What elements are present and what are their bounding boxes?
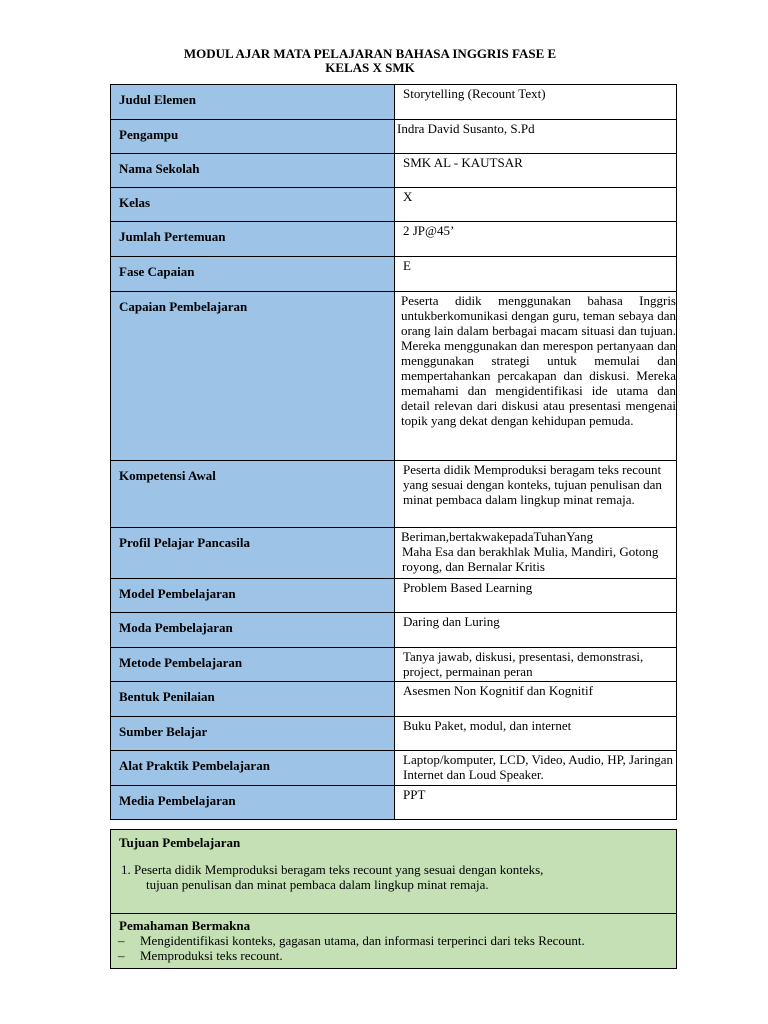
dash-bullet: – (118, 933, 125, 948)
value-model-pembelajaran: Problem Based Learning (395, 579, 677, 613)
row-fase-capaian (111, 257, 677, 292)
label-kompetensi-awal: Kompetensi Awal (111, 461, 395, 528)
label-capaian-pembelajaran: Capaian Pembelajaran (111, 292, 395, 461)
row-model-pembelajaran (111, 579, 677, 613)
tujuan-item-1 (119, 862, 676, 892)
row-nama-sekolah (111, 154, 677, 188)
row-jumlah-pertemuan (111, 222, 677, 257)
tujuan-item-1-line-1: 1. Peserta didik Memproduksi beragam teks recount yang sesuai dengan konteks, (121, 862, 544, 877)
label-moda-pembelajaran: Moda Pembelajaran (111, 613, 395, 648)
value-metode-pembelajaran: Tanya jawab, diskusi, presentasi, demonstrasi, project, permainan peran (395, 648, 677, 682)
value-kompetensi-awal: Peserta didik Memproduksi beragam teks recount yang sesuai dengan konteks, tujuan penulisan dan minat pembaca dalam lingkup minat remaja. (395, 461, 677, 528)
value-bentuk-penilaian: Asesmen Non Kognitif dan Kognitif (395, 682, 677, 717)
learning-objectives-table (110, 829, 677, 969)
value-alat-praktik: Laptop/komputer, LCD, Video, Audio, HP, Jaringan Internet dan Loud Speaker. (395, 751, 677, 786)
row-tujuan-pembelajaran (111, 830, 677, 914)
pemahaman-item-2 (118, 948, 676, 963)
profil-line-1: Beriman,bertakwakepadaTuhanYang (401, 529, 594, 544)
value-kelas: X (395, 188, 677, 222)
row-profil-pelajar (111, 528, 677, 579)
label-bentuk-penilaian: Bentuk Penilaian (111, 682, 395, 717)
row-kelas (111, 188, 677, 222)
row-pemahaman-bermakna (111, 914, 677, 969)
row-kompetensi-awal (111, 461, 677, 528)
row-bentuk-penilaian (111, 682, 677, 717)
pemahaman-item-text: Memproduksi teks recount. (140, 948, 283, 963)
label-metode-pembelajaran: Metode Pembelajaran (111, 648, 395, 682)
value-fase-capaian: E (395, 257, 677, 292)
label-sumber-belajar: Sumber Belajar (111, 717, 395, 751)
value-media-pembelajaran: PPT (395, 786, 677, 820)
pemahaman-item-1 (118, 933, 676, 948)
label-jumlah-pertemuan: Jumlah Pertemuan (111, 222, 395, 257)
document-title (110, 47, 630, 75)
row-moda-pembelajaran (111, 613, 677, 648)
label-alat-praktik: Alat Praktik Pembelajaran (111, 751, 395, 786)
row-alat-praktik (111, 751, 677, 786)
label-nama-sekolah: Nama Sekolah (111, 154, 395, 188)
pemahaman-item-text: Mengidentifikasi konteks, gagasan utama, dan informasi terperinci dari teks Recount. (140, 933, 585, 948)
tujuan-item-1-line-2: tujuan penulisan dan minat pembaca dalam lingkup minat remaja. (146, 877, 489, 892)
label-pengampu: Pengampu (111, 120, 395, 154)
value-capaian-pembelajaran: Peserta didik menggunakan bahasa Inggris untukberkomunikasi dengan guru, teman sebaya dan orang lain dalam berbagai macam situasi dan tujuan. Mereka menggunakan dan merespon pertanyaan dan menggunakan strategi untuk memulai dan mempertahankan percakapan dan diskusi. Mereka memahami dan mengidentifikasi ide utama dan detail relevan dari diskusi atau presentasi mengenai topik yang dekat dengan kehidupan pemuda. (395, 292, 677, 461)
tujuan-pembelajaran-cell (111, 830, 677, 914)
label-judul-elemen: Judul Elemen (111, 85, 395, 120)
row-judul-elemen (111, 85, 677, 120)
value-moda-pembelajaran: Daring dan Luring (395, 613, 677, 648)
label-media-pembelajaran: Media Pembelajaran (111, 786, 395, 820)
pemahaman-heading: Pemahaman Bermakna (119, 918, 251, 933)
value-jumlah-pertemuan: 2 JP@45’ (395, 222, 677, 257)
label-kelas: Kelas (111, 188, 395, 222)
value-profil-pelajar (395, 528, 677, 579)
row-capaian-pembelajaran (111, 292, 677, 461)
title-line-1: MODUL AJAR MATA PELAJARAN BAHASA INGGRIS FASE E (183, 46, 557, 61)
row-sumber-belajar (111, 717, 677, 751)
pemahaman-bermakna-cell (111, 914, 677, 969)
row-metode-pembelajaran (111, 648, 677, 682)
label-fase-capaian: Fase Capaian (111, 257, 395, 292)
value-judul-elemen: Storytelling (Recount Text) (395, 85, 677, 120)
tujuan-heading: Tujuan Pembelajaran (119, 835, 241, 850)
title-line-2: KELAS X SMK (325, 60, 415, 75)
row-pengampu (111, 120, 677, 154)
value-nama-sekolah: SMK AL - KAUTSAR (395, 154, 677, 188)
profil-line-rest: Maha Esa dan berakhlak Mulia, Mandiri, Gotong royong, dan Bernalar Kritis (402, 544, 659, 574)
dash-bullet: – (118, 948, 125, 963)
value-pengampu: Indra David Susanto, S.Pd (395, 120, 677, 154)
value-sumber-belajar: Buku Paket, modul, dan internet (395, 717, 677, 751)
label-model-pembelajaran: Model Pembelajaran (111, 579, 395, 613)
label-profil-pelajar: Profil Pelajar Pancasila (111, 528, 395, 579)
module-info-table (110, 84, 677, 820)
row-media-pembelajaran (111, 786, 677, 820)
